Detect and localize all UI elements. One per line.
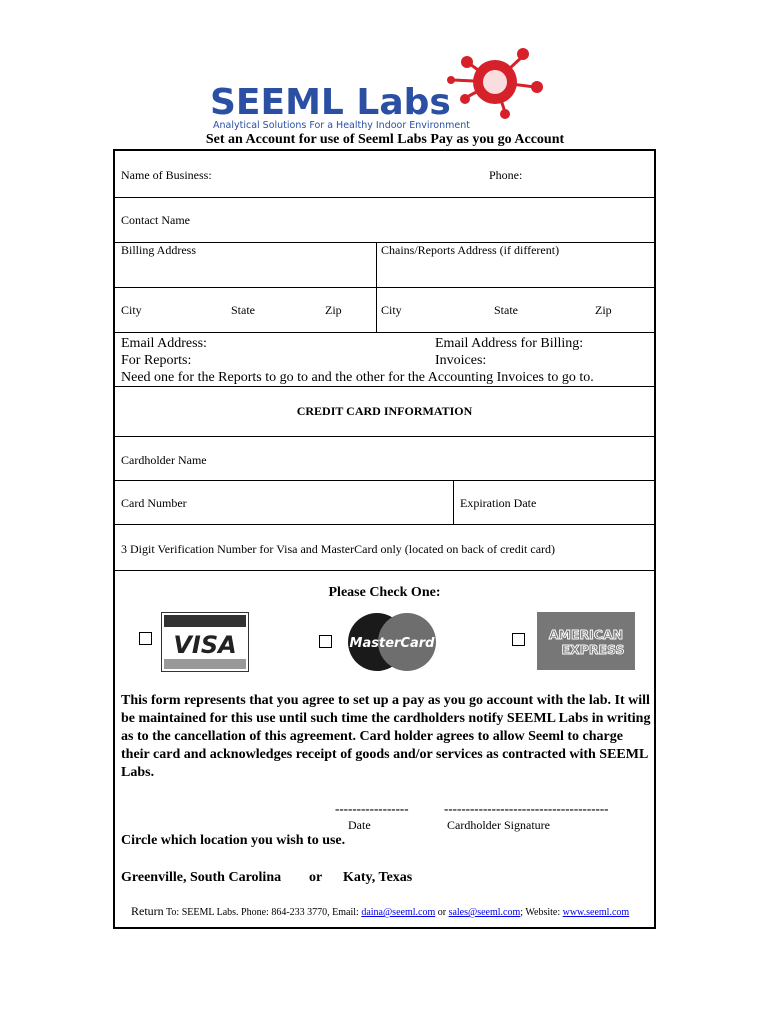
svg-text:EXPRESS: EXPRESS xyxy=(561,642,625,657)
date-line[interactable]: ----------------- xyxy=(335,801,409,816)
visa-checkbox[interactable] xyxy=(139,632,152,645)
city-divider xyxy=(376,288,377,332)
city-row xyxy=(115,288,654,333)
billing-address-field[interactable]: Billing Address xyxy=(121,243,197,257)
email-note: Need one for the Reports to go to and the other for the Accounting Invoices to go to. xyxy=(121,370,594,385)
email-row xyxy=(115,333,654,387)
location-prompt: Circle which location you wish to use. xyxy=(121,833,346,848)
website-link[interactable]: www.seeml.com xyxy=(562,907,630,918)
location-or: or xyxy=(309,870,323,885)
return-footer xyxy=(131,904,629,919)
address-divider xyxy=(376,243,377,287)
svg-text:AMERICAN: AMERICAN xyxy=(548,627,624,642)
return-to-text: To: SEEML Labs. Phone: 864-233 3770, Email: xyxy=(166,907,359,918)
credit-card-heading: CREDIT CARD INFORMATION xyxy=(296,404,473,418)
visa-card-icon xyxy=(161,612,249,672)
contact-row xyxy=(115,198,654,243)
website-label: ; Website: xyxy=(520,907,561,918)
chains-address-field[interactable]: Chains/Reports Address (if different) xyxy=(381,243,560,257)
check-heading: Please Check One: xyxy=(328,585,441,600)
reports-email-label-1[interactable]: Email Address: xyxy=(121,336,207,351)
amex-card-icon xyxy=(537,612,635,670)
email-link-sales[interactable]: sales@seeml.com xyxy=(448,907,521,918)
card-number-row xyxy=(115,481,654,525)
svg-text:MasterCard: MasterCard xyxy=(349,636,435,651)
credit-card-heading-row xyxy=(115,387,654,437)
expiration-date-field[interactable]: Expiration Date xyxy=(460,496,537,510)
cardholder-row xyxy=(115,437,654,481)
billing-state-field[interactable]: State xyxy=(231,303,255,317)
chains-zip-field[interactable]: Zip xyxy=(595,303,612,317)
chains-state-field[interactable]: State xyxy=(494,303,518,317)
mastercard-checkbox[interactable] xyxy=(319,635,332,648)
email-link-daina[interactable]: daina@seeml.com xyxy=(361,907,436,918)
location-katy[interactable]: Katy, Texas xyxy=(343,870,413,885)
reports-email-label-2: For Reports: xyxy=(121,353,192,368)
chains-city-field[interactable]: City xyxy=(381,303,402,317)
phone-field[interactable]: Phone: xyxy=(489,168,523,182)
svg-text:VISA: VISA xyxy=(173,631,237,659)
billing-city-field[interactable]: City xyxy=(121,303,142,317)
business-row xyxy=(115,151,654,198)
address-row xyxy=(115,243,654,288)
cardholder-name-field[interactable]: Cardholder Name xyxy=(121,453,207,467)
business-name-field[interactable]: Name of Business: xyxy=(121,168,212,182)
footer-or: or xyxy=(437,907,447,918)
return-word: Return xyxy=(131,904,164,918)
logo-name: SEEML Labs xyxy=(210,82,451,123)
billing-email-label-1[interactable]: Email Address for Billing: xyxy=(435,336,584,351)
seeml-labs-logo xyxy=(205,42,565,132)
form-title: Set an Account for use of Seeml Labs Pay as you go Account xyxy=(205,132,565,147)
mastercard-card-icon xyxy=(343,611,441,673)
billing-email-label-2: Invoices: xyxy=(435,353,487,368)
billing-zip-field[interactable]: Zip xyxy=(325,303,342,317)
molecule-graphic xyxy=(447,48,543,119)
contact-name-field[interactable]: Contact Name xyxy=(121,213,190,227)
logo-tagline: Analytical Solutions For a Healthy Indoor Environment xyxy=(213,120,470,131)
date-label: Date xyxy=(348,818,371,832)
agreement-text: This form represents that you agree to set up a pay as you go account with the lab. It will be maintained for this use until such time the cardholders notify SEEML Labs in writing as to the cancellation of this agreement. Card holder agrees to allow Seeml to charge their card and acknowledges receipt of goods and/or services as contracted with SEEML Labs. xyxy=(121,693,651,780)
verification-field[interactable]: 3 Digit Verification Number for Visa and MasterCard only (located on back of credit card) xyxy=(121,542,556,556)
account-form xyxy=(113,149,656,929)
card-number-field[interactable]: Card Number xyxy=(121,496,187,510)
amex-checkbox[interactable] xyxy=(512,633,525,646)
signature-label: Cardholder Signature xyxy=(447,818,550,832)
card-number-divider xyxy=(453,481,454,524)
signature-line[interactable]: -------------------------------------- xyxy=(444,801,609,816)
verification-row xyxy=(115,525,654,571)
location-greenville[interactable]: Greenville, South Carolina xyxy=(121,870,282,885)
